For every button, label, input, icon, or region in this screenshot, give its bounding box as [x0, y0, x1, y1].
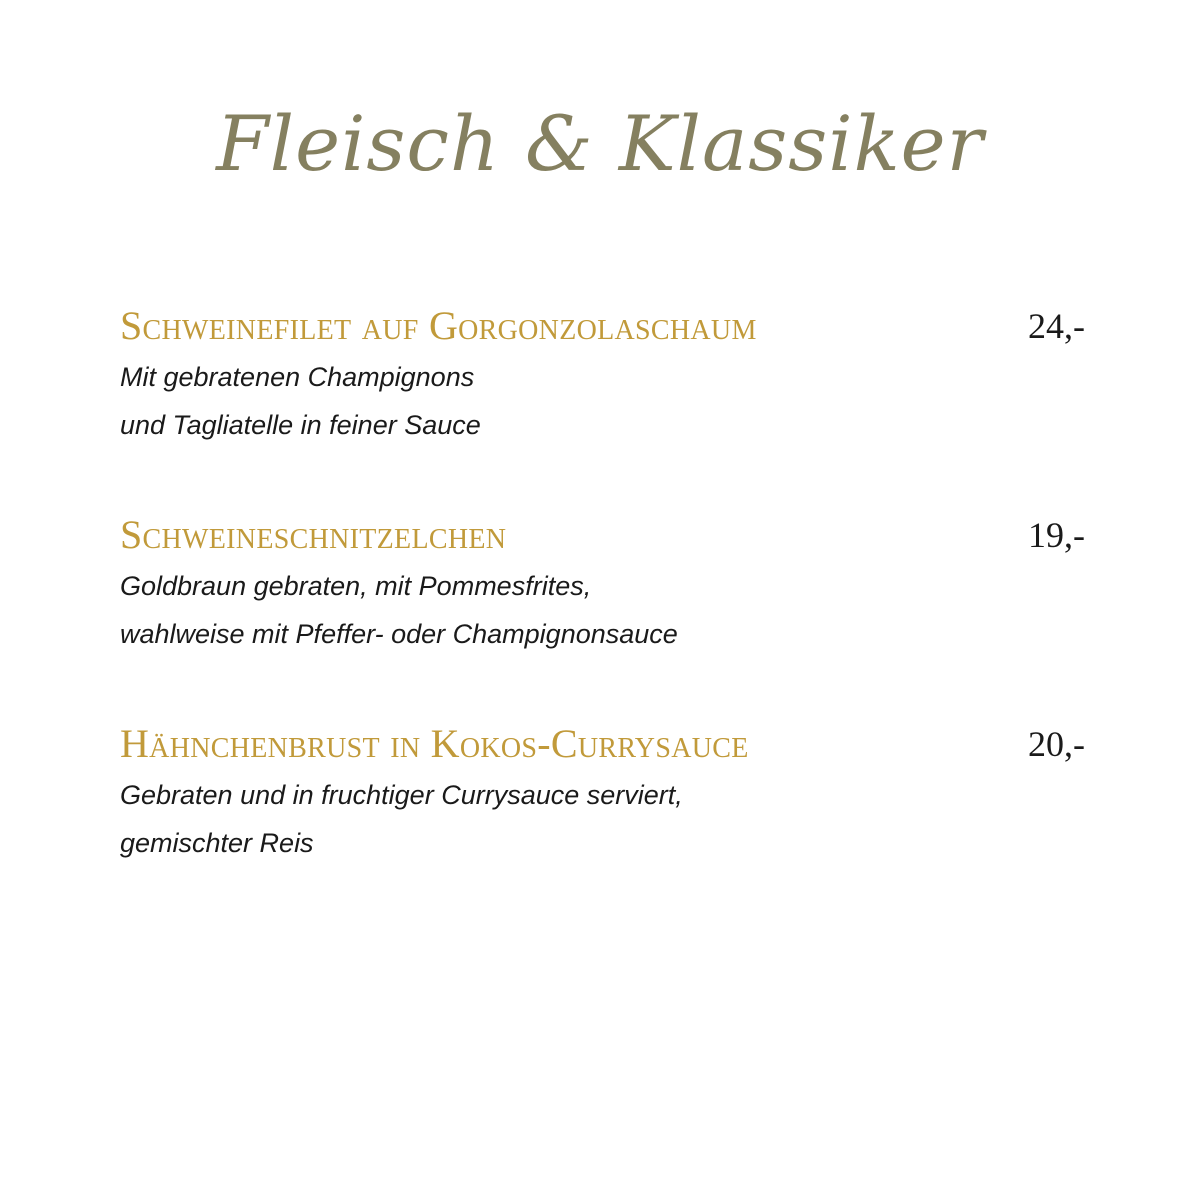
menu-item-price: 19,-	[1028, 515, 1085, 555]
menu-item-description: Mit gebratenen Champignons	[120, 362, 475, 392]
menu-item-name: Schweinefilet auf Gorgonzolaschaum	[120, 303, 757, 348]
menu-item-price: 20,-	[1028, 724, 1085, 764]
menu-item-description: gemischter Reis	[120, 828, 314, 858]
menu-item-description: Gebraten und in fruchtiger Currysauce serviert,	[120, 780, 683, 810]
menu-item-description: und Tagliatelle in feiner Sauce	[120, 410, 481, 440]
menu-item-name: Hähnchenbrust in Kokos-Currysauce	[120, 721, 749, 766]
menu-section-title: Fleisch & Klassiker	[216, 99, 984, 188]
menu-item-price: 24,-	[1028, 306, 1085, 346]
menu-item-description: wahlweise mit Pfeffer- oder Champignonsauce	[120, 619, 678, 649]
menu-item-description: Goldbraun gebraten, mit Pommesfrites,	[120, 571, 592, 601]
menu-item-name: Schweineschnitzelchen	[120, 512, 507, 557]
